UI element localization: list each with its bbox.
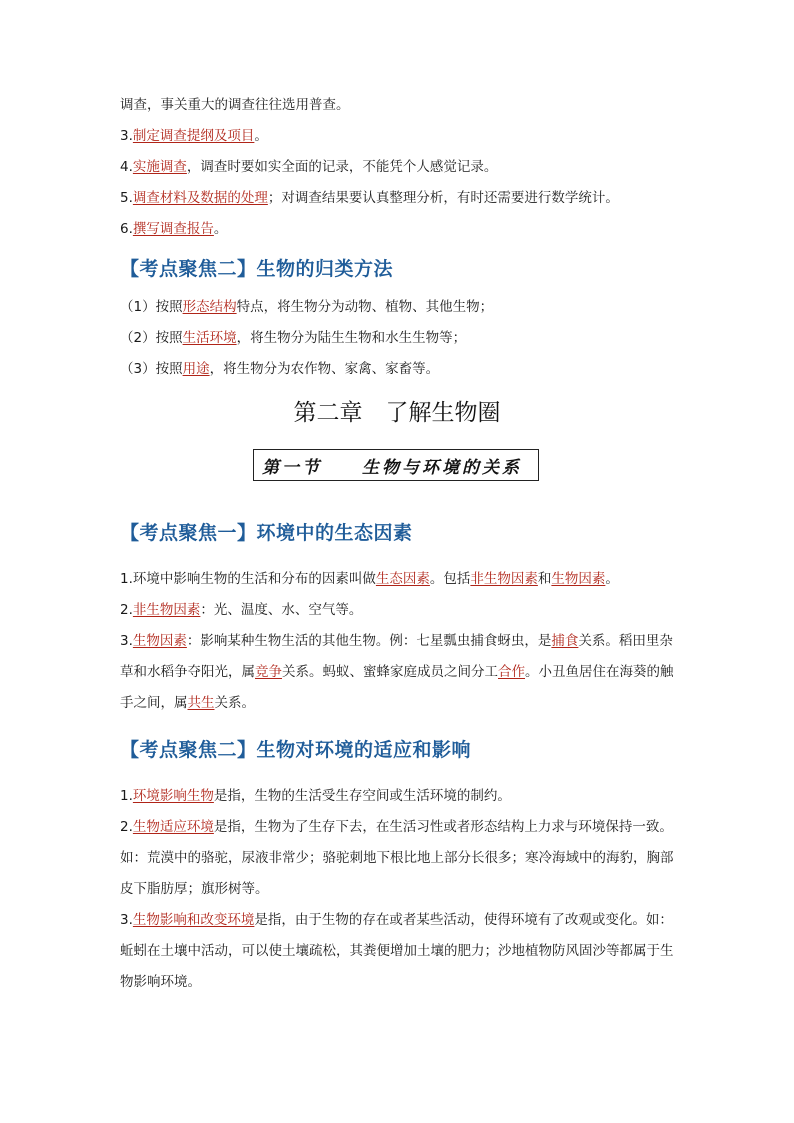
- key-term: 非生物因素: [132, 602, 201, 618]
- text: 特点，将生物分为动物、植物、其他生物；: [236, 299, 494, 315]
- key-term: 非生物因素: [470, 571, 538, 587]
- key-term: 生活环境: [182, 330, 237, 346]
- text: 关系。稻田里杂草和水稻争夺阳光，属: [120, 633, 673, 680]
- text: 是指，生物的生活受生存空间或生活环境的制约。: [213, 788, 511, 804]
- text: 关系。蚂蚁、蜜蜂家庭成员之间分工: [282, 664, 498, 680]
- section-title: 第一节 生物与环境的关系: [262, 457, 522, 478]
- text: 是指，生物为了生存下去，在生活习性或者形态结构上力求与环境保持一致。如：荒漠中的骆驼，尿液非常少；骆驼刺地下根比地上部分长很多；寒冷海域中的海豹，胸部皮下脂肪厚；旗形树等。: [120, 819, 674, 897]
- text: ；对调查结果要认真整理分析，有时还需要进行数学统计。: [267, 190, 619, 206]
- survey-step-6: [120, 219, 680, 239]
- text: 。: [254, 128, 268, 144]
- classify-item-3: [120, 359, 680, 379]
- text: （3）按照: [120, 361, 183, 377]
- text: 关系。: [214, 695, 255, 711]
- step-number: 3.: [120, 912, 133, 928]
- classify-item-1: [120, 297, 680, 317]
- survey-step-4: [120, 157, 680, 177]
- text: （2）按照: [120, 330, 183, 346]
- key-term: 撰写调查报告: [132, 221, 214, 237]
- text: ，将生物分为农作物、家禽、家畜等。: [209, 361, 440, 377]
- text: 。: [605, 571, 619, 587]
- key-term: 制定调查提纲及项目: [132, 128, 255, 144]
- step-number: 1.: [120, 788, 133, 804]
- chapter-title: 第二章 了解生物圈: [293, 400, 501, 426]
- text: （1）按照: [120, 299, 183, 315]
- classify-item-2: [120, 328, 680, 348]
- adapt-para-3: [120, 905, 676, 998]
- text: 。: [213, 221, 228, 237]
- text: ，调查时要如实全面的记录，不能凭个人感觉记录。: [186, 159, 498, 175]
- heading-adaptation-influence: 【考点聚焦二】生物对环境的适应和影响: [120, 739, 472, 761]
- key-term: 生物适应环境: [132, 819, 214, 835]
- adapt-para-1: [120, 786, 680, 806]
- key-term: 生物因素: [132, 633, 187, 649]
- text: ：光、温度、水、空气等。: [200, 602, 363, 618]
- key-term: 生物影响和改变环境: [132, 912, 255, 928]
- step-number: 4.: [120, 159, 133, 175]
- step-number: 6.: [120, 221, 133, 237]
- text: 是指，由于生物的存在或者某些活动，使得环境有了改观或变化。如：蚯蚓在土壤中活动，可以使土壤疏松，其粪便增加土壤的肥力；沙地植物防风固沙等都属于生物影响环境。: [120, 912, 674, 990]
- step-number: 2.: [120, 602, 133, 618]
- env-para-2: [120, 600, 680, 620]
- env-para-1: [120, 569, 680, 589]
- key-term: 调查材料及数据的处理: [132, 190, 268, 206]
- survey-line-continued: [120, 95, 680, 115]
- text: 和: [537, 571, 552, 587]
- heading-classification-methods: 【考点聚焦二】生物的归类方法: [120, 258, 394, 280]
- step-number: 3.: [120, 633, 133, 649]
- key-term: 竞争: [255, 664, 282, 680]
- step-number: 5.: [120, 190, 133, 206]
- step-number: 2.: [120, 819, 133, 835]
- text: 。小丑鱼居住在海葵的触手之间，属: [120, 664, 674, 711]
- adapt-para-2: [120, 812, 676, 905]
- survey-step-3: [120, 126, 680, 146]
- key-term: 合作: [498, 664, 525, 680]
- text: 。包括: [429, 571, 471, 587]
- env-para-3: [120, 626, 676, 719]
- key-term: 捕食: [551, 633, 579, 649]
- text: 1.环境中影响生物的生活和分布的因素叫做: [120, 571, 376, 587]
- key-term: 形态结构: [182, 299, 237, 315]
- heading-ecological-factors: 【考点聚焦一】环境中的生态因素: [120, 522, 413, 544]
- text: ：影响某种生物生活的其他生物。例：七星瓢虫捕食蚜虫，是: [186, 633, 552, 649]
- step-number: 3.: [120, 128, 133, 144]
- key-term: 生态因素: [375, 571, 430, 587]
- key-term: 用途: [182, 361, 210, 377]
- text: 调查，事关重大的调查往往选用普查。: [120, 97, 350, 113]
- text: ，将生物分为陆生生物和水生生物等；: [236, 330, 467, 346]
- survey-step-5: [120, 188, 680, 208]
- key-term: 环境影响生物: [132, 788, 214, 804]
- key-term: 生物因素: [551, 571, 606, 587]
- key-term: 实施调查: [132, 159, 187, 175]
- section-title-box: [253, 449, 539, 481]
- key-term: 共生: [187, 695, 215, 711]
